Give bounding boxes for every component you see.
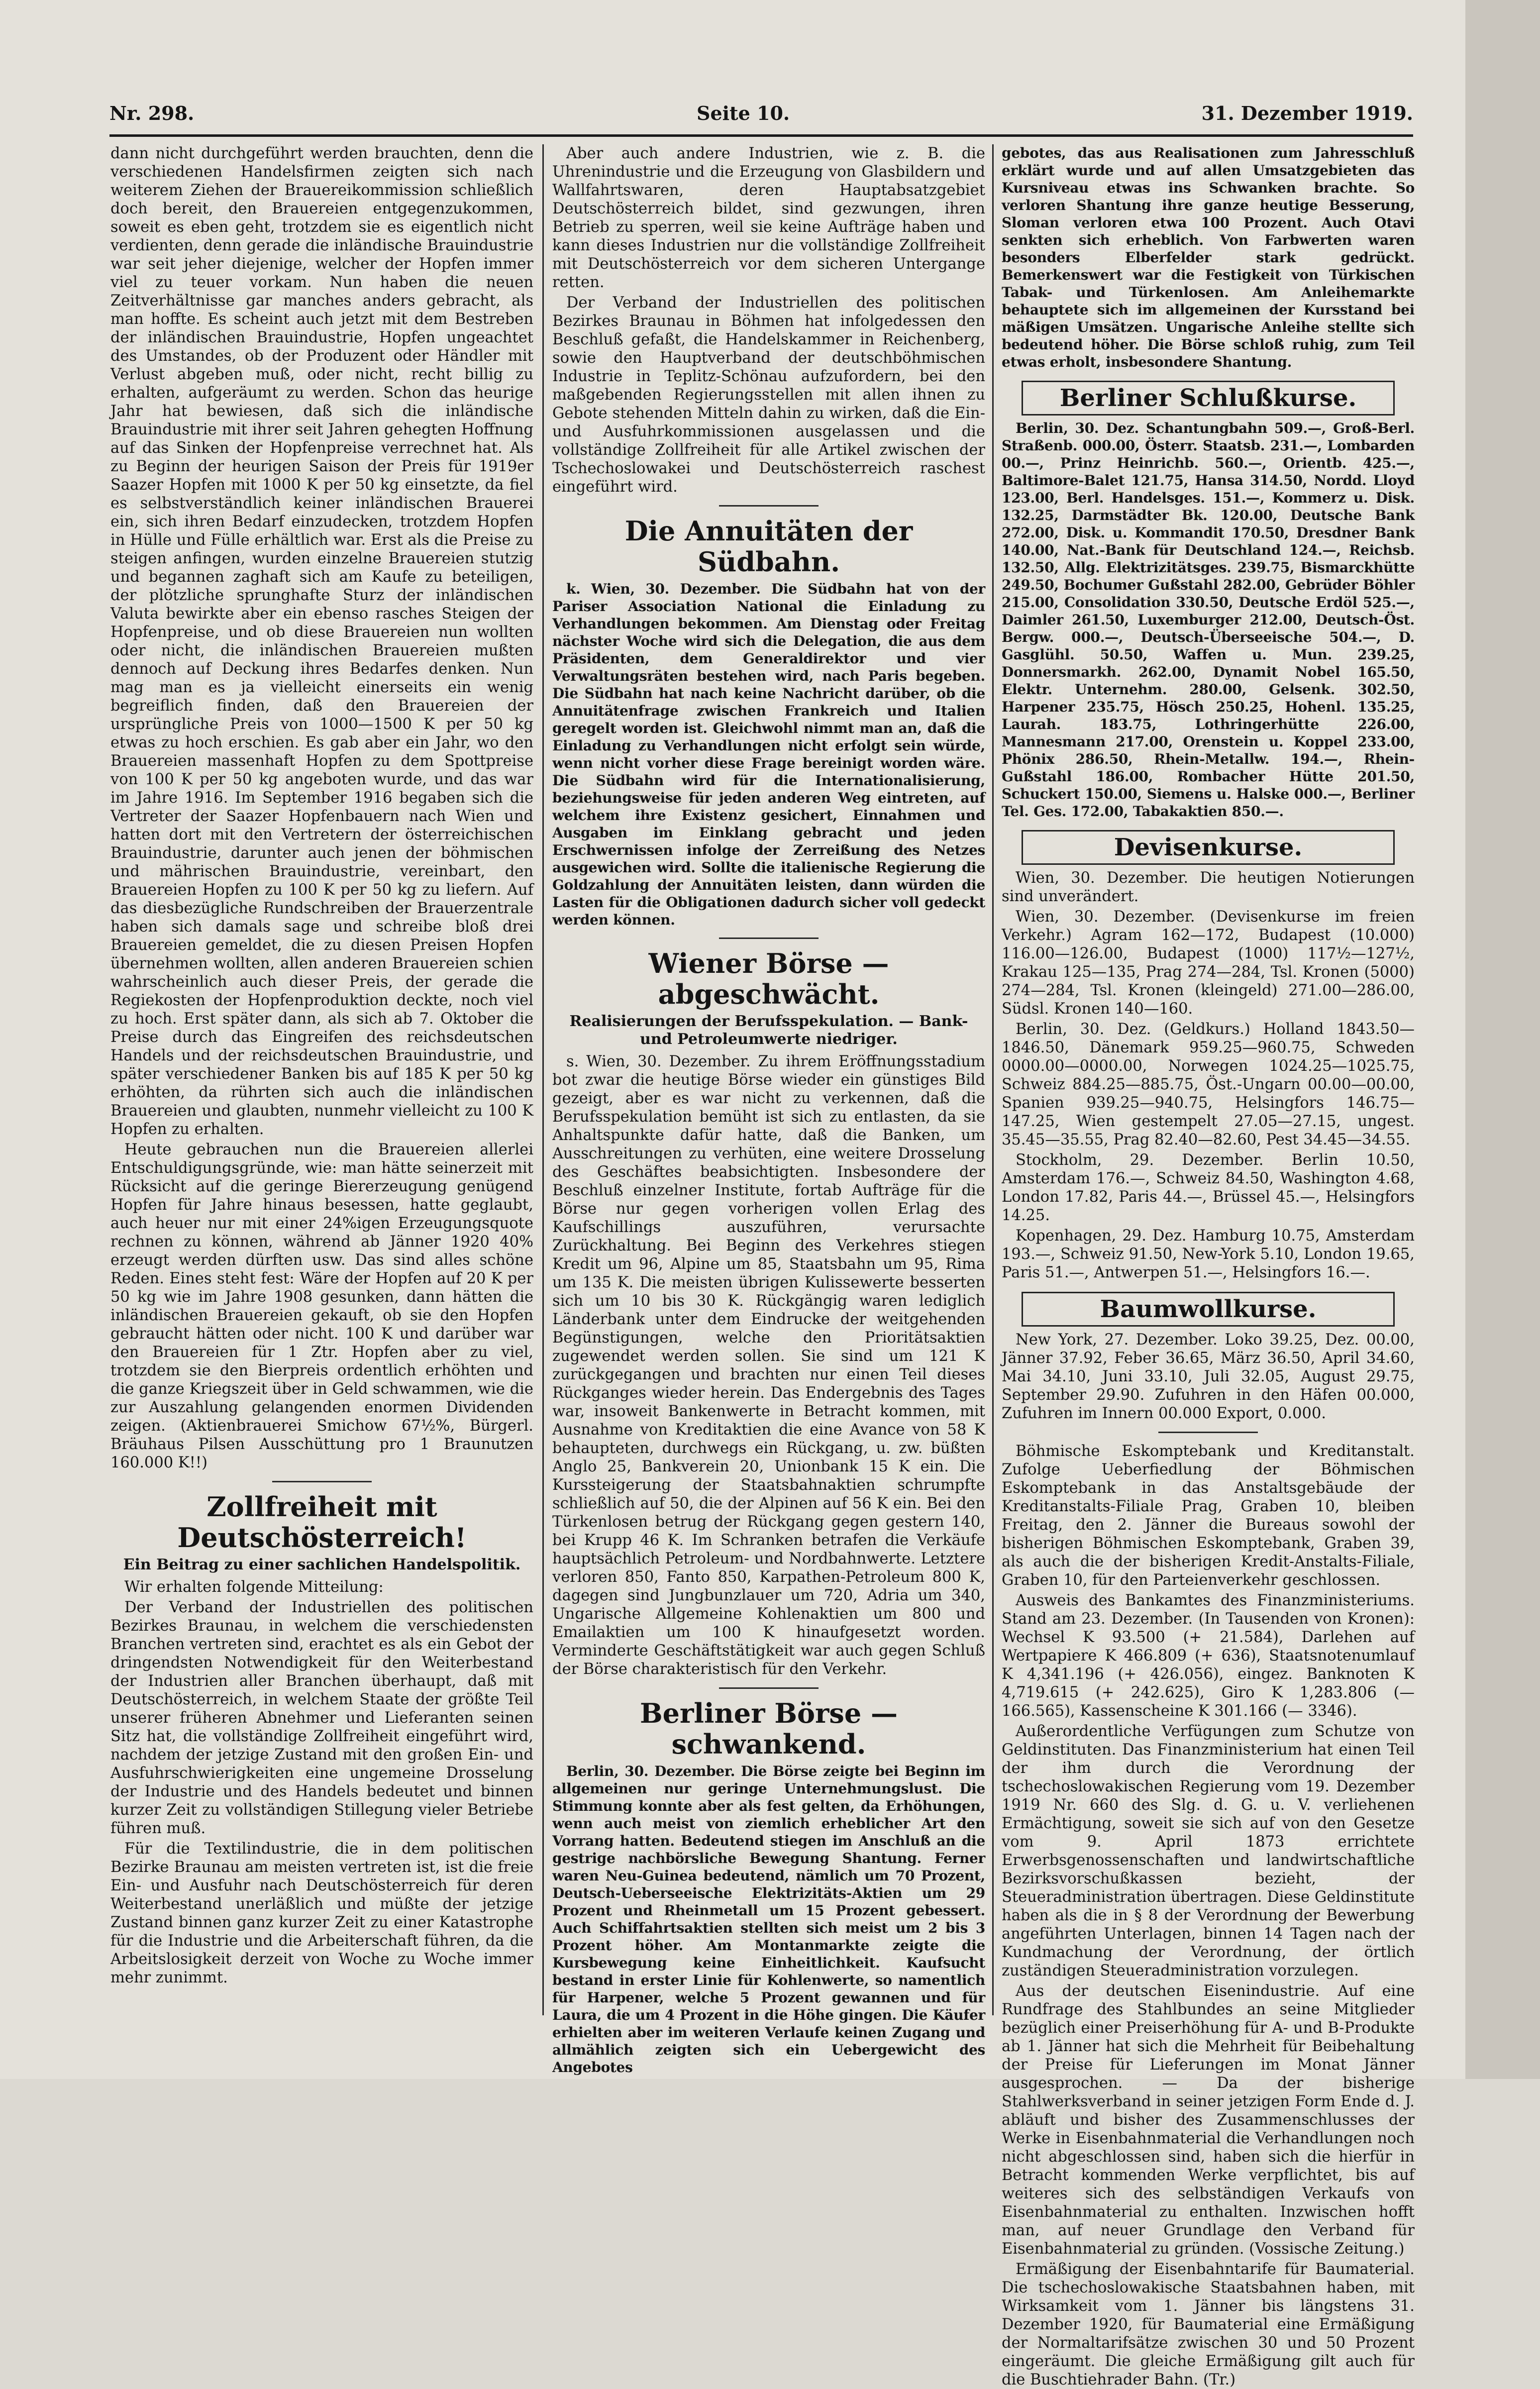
separator bbox=[719, 1687, 819, 1689]
article-heading-zollfreiheit: Zollfreiheit mit Deutschösterreich! bbox=[177, 1491, 467, 1554]
separator bbox=[719, 505, 819, 507]
separator bbox=[719, 937, 819, 939]
market-quotes: Stockholm, 29. Dezember. Berlin 10.50, Amsterdam 176.—, Schweiz 84.50, Washington 4.68, London 17.82, Paris 44.—, Brüssel 45.—, Helsingfors 14.25. bbox=[1002, 1151, 1415, 1224]
column-2 bbox=[552, 144, 985, 2076]
market-quotes: Kopenhagen, 29. Dez. Hamburg 10.75, Amsterdam 193.—, Schweiz 91.50, New-York 5.10, London 19.65, Paris 51.—, Antwerpen 51.—, Helsingfors 16.—. bbox=[1002, 1227, 1415, 1281]
article-heading-berliner-boerse: Berliner Börse — schwankend. bbox=[639, 1697, 898, 1760]
article-paragraph: Für die Textilindustrie, die in dem politischen Bezirke Braunau am meisten vertreten ist, ist die freie Ein- und Ausfuhr nach Deutschösterreich für deren Weiterbestand unerläßlich und müßte der jetzige Zustand binnen ganz kurzer Zeit zu einer Katastrophe für die Industrie und die Arbeiterschaft führen, da die Arbeitslosigkeit derzeit von Woche zu Woche immer mehr zunimmt. bbox=[110, 1840, 533, 1986]
separator bbox=[272, 1481, 372, 1482]
column-rule-1 bbox=[542, 144, 544, 2015]
article-paragraph: Der Verband der Industriellen des politischen Bezirkes Braunau in Böhmen hat infolgedessen den Beschluß gefaßt, die Handelskammer in Reichenberg, sowie den Hauptverband der deutschböhmischen Industrie in Teplitz-Schönau aufzufordern, bei den maßgebenden Regierungsstellen mit allen ihnen zu Gebote stehenden Mitteln dahin zu wirken, daß die Ein- und Ausfuhrkommissionen ausgelassen und die vollständige Zollfreiheit für alle Artikel zwischen der Tschechoslowakei und Deutschösterreich raschest eingeführt wird. bbox=[552, 294, 985, 496]
column-3 bbox=[1002, 144, 1415, 2389]
news-item: Ermäßigung der Eisenbahntarife für Baumaterial. Die tschechoslowakische Staatsbahnen haben, mit Wirksamkeit vom 1. Jänner bis längstens 31. Dezember 1920, für Baumaterial eine Ermäßigung der Normaltarifsätze zwischen 30 und 50 Prozent eingeräumt. Die gleiche Ermäßigung gilt auch für die Buschtiehrader Bahn. (Tr.) bbox=[1002, 2261, 1415, 2389]
article-paragraph: Berlin, 30. Dezember. Die Börse zeigte bei Beginn im allgemeinen nur geringe Unternehmungslust. Die Stimmung konnte aber als fest gelten, da Erhöhungen, wenn auch meist von ziemlich erheblicher Art den Vorrang hatten. Bedeutend stiegen im Anschluß an die gestrige nachbörsliche Bewegung Shantung. Ferner waren Neu-Guinea bedeutend, nämlich um 70 Prozent, Deutsch-Ueberseeische Elektrizitäts-Aktien um 29 Prozent und Rheinmetall um 15 Prozent gebessert. Auch Schiffahrtsaktien stellten sich meist um 2 bis 3 Prozent höher. Am Montanmarkte zeigte die Kursbewegung keine Einheitlichkeit. Kaufsucht bestand in erster Linie für Kohlenwerte, so namentlich für Harpener, welche 5 Prozent gewannen und für Laura, die um 4 Prozent in die Höhe gingen. Die Käufer erhielten aber im weiteren Verlaufe keinen Zugang und allmählich zeigten sich ein Uebergewicht des Angebotes bbox=[552, 1763, 985, 2076]
article-paragraph: Der Verband der Industriellen des politischen Bezirkes Braunau, in welchem die verschiedensten Branchen vertreten sind, erachtet es als ein Gebot der dringendsten Notwendigkeit für den Weiterbestand der Industrien aller Branchen überhaupt, daß mit Deutschösterreich, in welchem Staate der größte Teil unserer früheren Abnehmer und Lieferanten seinen Sitz hat, die vollständige Zollfreiheit eingeführt wird, nachdem der jetzige Zustand mit den großen Ein- und Ausfuhrschwierigkeiten eine ungemeine Drosselung der Industrie und des Handels bedeutet und binnen kurzer Zeit zu vollständigen Stillegung vieler Betriebe führen muß. bbox=[110, 1599, 533, 1837]
market-quotes: Berlin, 30. Dez. (Geldkurs.) Holland 1843.50—1846.50, Dänemark 959.25—960.75, Schweden 0000.00—0000.00, Norwegen 1024.25—1025.75, Schweiz 884.25—885.75, Öst.-Ungarn 00.00—00.00, Spanien 939.25—940.75, Helsingfors 146.75—147.25, Wien gestempelt 27.05—27.15, ungest. 35.45—35.55, Prag 82.40—82.60, Pest 34.45—34.55. bbox=[1002, 1021, 1415, 1148]
news-item: Ausweis des Bankamtes des Finanzministeriums. Stand am 23. Dezember. (In Tausenden von Kronen): Wechsel K 93.500 (+ 21.584), Darlehen auf Wertpapiere K 466.809 (+ 636), Staatsnotenumlauf K 4,341.196 (+ 426.056), eingez. Banknoten K 4,719.615 (+ 242.625), Giro K 1,283.806 (— 166.565), Kassenscheine K 301.166 (— 3346). bbox=[1002, 1592, 1415, 1720]
page-edge-shadow bbox=[1465, 0, 1540, 2079]
article-subheading: Ein Beitrag zu einer sachlichen Handelspolitik. bbox=[123, 1556, 521, 1573]
article-paragraph: gebotes, das aus Realisationen zum Jahresschluß erklärt wurde und auf allen Umsatzgebieten das Kursniveau etwas ins Schwanken brachte. So verloren Shantung ihre ganze heutige Besserung, Sloman verloren etwa 100 Prozent. Auch Otavi senkten sich erheblich. Von Farbwerten waren besonders Elberfelder stark gedrückt. Bemerkenswert war die Festigkeit von Türkischen Tabak- und Türkenlosen. Am Anleihemarkte behauptete sich im allgemeinen der Kursstand bei mäßigen Umsätzen. Ungarische Anleihe stellte sich bedeutend höher. Die Börse schloß ruhig, zum Teil etwas erholt, insbesondere Shantung. bbox=[1002, 145, 1415, 370]
article-heading-suedbahn: Die Annuitäten der Südbahn. bbox=[624, 515, 913, 578]
market-quotes: Wien, 30. Dezember. (Devisenkurse im freien Verkehr.) Agram 162—172, Budapest (10.000) 116.00—126.00, Budapest (1000) 117½—127½, Krakau 125—135, Prag 274—284, Tsl. Kronen (5000) 274—284, Tsl. Kronen (kleingeld) 271.00—286.00, Südsl. Kronen 140—160. bbox=[1002, 908, 1415, 1018]
section-heading-schlusskurse: Berliner Schlußkurse. bbox=[1022, 381, 1395, 415]
article-paragraph: k. Wien, 30. Dezember. Die Südbahn hat von der Pariser Association National die Einladung zu Verhandlungen bekommen. Am Dienstag oder Freitag nächster Woche wird sich die Delegation, die aus dem Präsidenten, dem Generaldirektor und vier Verwaltungsräten bestehen wird, nach Paris begeben. Die Südbahn hat nach keine Nachricht darüber, ob die Annuitätenfrage zwischen Frankreich und Italien geregelt worden ist. Gleichwohl nimmt man an, daß die Einladung zu Verhandlungen nicht erfolgt sein würde, wenn nicht vorher diese Frage bereinigt worden wäre. Die Südbahn wird für die Internationalisierung, beziehungsweise für jeden anderen Weg eintreten, auf welchem ihre Existenz gesichert, Einnahmen und Ausgaben im Einklang gebracht und jeden Erschwernissen infolge der Zerreißung des Netzes ausgewichen wird. Sollte die italienische Regierung die Goldzahlung der Annuitäten leisten, dann würden die Lasten für die Obligationen dadurch sicher voll gedeckt werden können. bbox=[552, 581, 985, 928]
section-heading-baumwollkurse: Baumwollkurse. bbox=[1022, 1292, 1395, 1327]
article-heading-wiener-boerse: Wiener Börse — abgeschwächt. bbox=[648, 947, 889, 1010]
separator bbox=[1158, 1432, 1258, 1433]
header-rule bbox=[109, 134, 1413, 137]
column-1 bbox=[110, 144, 533, 2015]
article-subheading: Realisierungen der Berufsspekulation. — Bank- und Petroleumwerte niedriger. bbox=[569, 1013, 968, 1048]
issue-date: 31. Dezember 1919. bbox=[1201, 102, 1413, 124]
article-paragraph: Wir erhalten folgende Mitteilung: bbox=[124, 1578, 384, 1596]
market-quotes: Wien, 30. Dezember. Die heutigen Notierungen sind unverändert. bbox=[1002, 869, 1415, 905]
market-quotes: Berlin, 30. Dez. Schantungbahn 509.—, Groß-Berl. Straßenb. 000.00, Österr. Staatsb. 231.—, Lombarden 00.—, Prinz Heinrichb. 560.—, Orientb. 425.—, Baltimore-Balet 121.75, Hansa 314.50, Nordd. Lloyd 123.00, Berl. Handelsges. 151.—, Kommerz u. Disk. 132.25, Darmstädter Bk. 120.00, Deutsche Bank 272.00, Disk. u. Kommandit 170.50, Dresdner Bank 140.00, Nat.-Bank für Deutschland 124.—, Reichsb. 132.50, Allg. Elektrizitätsges. 239.75, Bismarckhütte 249.50, Bochumer Gußstahl 282.00, Gebrüder Böhler 215.00, Consolidation 330.50, Deutsche Erdöl 525.—, Daimler 261.50, Luxemburger 212.00, Deutsch-Öst. Bergw. 000.—, Deutsch-Überseeische 504.—, D. Gasglühl. 50.50, Waffen u. Mun. 239.25, Donnersmarkh. 262.00, Dynamit Nobel 165.50, Elektr. Unternehm. 280.00, Gelsenk. 302.50, Harpener 235.75, Hösch 250.25, Hohenl. 135.25, Laurah. 183.75, Lothringerhütte 226.00, Mannesmann 217.00, Orenstein u. Koppel 233.00, Phönix 286.50, Rhein-Metallw. 194.—, Rhein-Gußstahl 186.00, Rombacher Hütte 201.50, Schuckert 150.00, Siemens u. Halske 000.—, Berliner Tel. Ges. 172.00, Tabakaktien 850.—. bbox=[1002, 420, 1415, 820]
news-item: Außerordentliche Verfügungen zum Schutze von Geldinstituten. Das Finanzministerium hat einen Teil der ihm durch die Verordnung der tschechoslowakischen Regierung vom 19. Dezember 1919 Nr. 660 des Slg. d. G. u. V. verliehenen Ermächtigung, soweit sie sich auf von den Gesetze vom 9. April 1873 errichtete Erwerbsgenossenschaften und landwirtschaftliche Bezirksvorschußkassen bezieht, der Steueradministration übertragen. Diese Geldinstitute haben als die in § 8 der Verordnung der Bewerbung angeführten Unterlagen, binnen 14 Tagen nach der Kundmachung der Verordnung, der örtlich zuständigen Steueradministration vorzulegen. bbox=[1002, 1723, 1415, 1979]
page-number: Seite 10. bbox=[697, 102, 790, 124]
issue-number: Nr. 298. bbox=[109, 102, 195, 124]
article-paragraph: Heute gebrauchen nun die Brauereien allerlei Entschuldigungsgründe, wie: man hätte seinerzeit mit Rücksicht auf die geringe Biererzeugung genügend Hopfen für Jahre hinaus besessen, hatte geglaubt, auch heuer nur mit einer 24%igen Erzeugungsquote rechnen zu können, während ab Jänner 1920 40% erzeugt werden dürften usw. Das sind alles schöne Reden. Eines steht fest: Wäre der Hopfen auf 20 K per 50 kg wie im Jahre 1908 gesunken, dann hätten die inländischen Brauereien gekauft, ob sie den Hopfen gebraucht hätten oder nicht. 100 K und darüber war den Brauereien für 1 Ztr. Hopfen aber zu viel, trotzdem sie den Bierpreis ordentlich erhöhten und die ganze Kriegszeit über in Geld schwammen, wie die zur Auszahlung gelangenden enormen Dividenden zeigen. (Aktienbrauerei Smichow 67½%, Bürgerl. Bräuhaus Pilsen Ausschüttung pro 1 Braunutzen 160.000 K!!) bbox=[110, 1141, 533, 1471]
article-paragraph: Aber auch andere Industrien, wie z. B. die Uhrenindustrie und die Erzeugung von Glasbildern und Wallfahrtswaren, deren Hauptabsatzgebiet Deutschösterreich bildet, sind gezwungen, ihren Betrieb zu sperren, weil sie keine Aufträge haben und kann dieses Industrien nur die vollständige Zollfreiheit mit Deutschösterreich vor dem sicheren Untergange retten. bbox=[552, 145, 985, 291]
market-quotes: New York, 27. Dezember. Loko 39.25, Dez. 00.00, Jänner 37.92, Feber 36.65, März 36.50, April 34.60, Mai 34.10, Juni 33.10, Juli 32.05, August 29.75, September 29.90. Zufuhren in den Häfen 00.000, Zufuhren im Innern 00.000 Export, 0.000. bbox=[1002, 1331, 1415, 1422]
section-heading-devisenkurse: Devisenkurse. bbox=[1022, 830, 1395, 865]
article-paragraph: s. Wien, 30. Dezember. Zu ihrem Eröffnungsstadium bot zwar die heutige Börse wieder ein günstiges Bild gezeigt, aber es war nicht zu verkennen, daß die Berufsspekulation bemüht ist sich zu entlasten, da sie Anhaltspunkte dafür hatte, daß die Banken, um Ausschreitungen zu verhüten, eine weitere Drosselung des Geschäftes beabsichtigten. Insbesondere der Beschluß einzelner Institute, fortab Aufträge für die Börse nur gegen vorherigen vollen Erlag des Kaufschillings auszuführen, verursachte Zurückhaltung. Bei Beginn des Verkehres stiegen Kredit um 96, Alpine um 85, Staatsbahn um 95, Rima um 135 K. Die meisten übrigen Kulissewerte besserten sich um 10 bis 30 K. Rückgängig waren lediglich Länderbank unter dem Eindrucke der weitgehenden Begünstigungen, welche den Prioritätsaktien zugewendet werden sollen. Sie sind um 121 K zurückgegangen und brachten nur einen Teil dieses Rückganges wieder herein. Das Endergebnis des Tages war, insoweit Bankenwerte in Betracht kommen, mit Ausnahme von Kreditaktien die eine Avance von 58 K behaupteten, durchwegs ein Rückgang, u. zw. büßten Anglo 25, Bankverein 20, Unionbank 15 K ein. Die Kurssteigerung der Staatsbahnaktien schrumpfte schließlich auf 50, die der Alpinen auf 56 K ein. Bei den Türkenlosen betrug der Rückgang gegen gestern 140, bei Krupp 46 K. Im Schranken betrafen die Verkäufe hauptsächlich Petroleum- und Nordbahnwerte. Letztere verloren 850, Fanto 850, Karpathen-Petroleum 800 K, dagegen sind Jungbunzlauer um 720, Adria um 340, Ungarische Allgemeine Kohlenaktien um 800 und Emailaktien um 100 K hinaufgesetzt worden. Verminderte Geschäftstätigkeit war auch gegen Schluß der Börse charakteristisch für den Verkehr. bbox=[552, 1053, 985, 1678]
news-item: Böhmische Eskomptebank und Kreditanstalt. Zufolge Ueberfiedlung der Böhmischen Eskomptebank in das Anstaltsgebäude der Kreditanstalts-Filiale Prag, Graben 10, bleiben Freitag, den 2. Jänner die Bureaus sowohl der bisherigen Böhmischen Eskomptebank, Graben 39, als auch die der bisherigen Kredit-Anstalts-Filiale, Graben 10, für den Parteienverkehr geschlossen. bbox=[1002, 1443, 1415, 1589]
column-rule-2 bbox=[992, 144, 994, 2015]
news-item: Aus der deutschen Eisenindustrie. Auf eine Rundfrage des Stahlbundes an seine Mitglieder bezüglich einer Preiserhöhung für A- und B-Produkte ab 1. Jänner hat sich die Mehrheit für Beibehaltung der Preise für Lieferungen im Monat Jänner ausgesprochen. — Da der bisherige Stahlwerksverband in seiner jetzigen Form Ende d. J. abläuft und bisher des Zusammenschlusses der Werke in Eisenbahnmaterial die Verhandlungen noch nicht abgeschlossen sind, haben sich die hierfür in Betracht kommenden Werke verpflichtet, bis auf weiteres sich des selbständigen Verkaufs von Eisenbahnmaterial zu enthalten. Inzwischen hofft man, auf neuer Grundlage den Verband für Eisenbahnmaterial zu gründen. (Vossische Zeitung.) bbox=[1002, 1982, 1415, 2258]
article-paragraph: dann nicht durchgeführt werden brauchten, denn die verschiedenen Handelsfirmen zeigten sich nach weiterem Ziehen der Brauereikommission schließlich doch bereit, den Brauereien entgegenzukommen, soweit es eben geht, trotzdem sie es eigentlich nicht verdienten, denn gerade die inländische Brauindustrie war seit jeher diejenige, welcher der Hopfen immer viel zu teuer vorkam. Nun haben die neuen Zeitverhältnisse gar manches anders gebracht, als man hoffte. Es scheint auch jetzt mit dem Bestreben der inländischen Brauindustrie, Hopfen ungeachtet des Umstandes, ob der Produzent oder Händler mit Verlust abgeben muß, oder nicht, recht billig zu erhalten, aufgeräumt zu werden. Schon das heurige Jahr hat bewiesen, daß sich die inländische Brauindustrie mit ihrer seit Jahren gehegten Hoffnung auf das Sinken der Hopfenpreise verrechnet hat. Als zu Beginn der heurigen Saison der Preis für 1919er Saazer Hopfen mit 1000 K per 50 kg einsetzte, da fiel es selbstverständlich keiner inländischen Brauerei ein, sich ihren Bedarf einzudecken, trotzdem Hopfen in Hülle und Fülle erhältlich war. Erst als die Preise zu steigen anfingen, wurden einzelne Brauereien stutzig und begannen zaghaft sich am Kaufe zu beteiligen, der plötzliche sprunghafte Sturz der inländischen Valuta bewirkte aber ein ebenso rasches Steigen der Hopfenpreise, und ob diese Brauereien nun wollten oder nicht, die inländischen Brauereien mußten dennoch auf Deckung ihres Bedarfes denken. Nun mag man es ja vielleicht einerseits ein wenig begreiflich finden, daß den Brauereien der ursprüngliche Preis von 1000—1500 K per 50 kg etwas zu hoch erschien. Es gab aber ein Jahr, wo den Brauereien massenhaft Hopfen zu dem Spottpreise von 100 K per 50 kg angeboten wurde, und das war im Jahre 1916. Im September 1916 begaben sich die Vertreter der Saazer Hopfenbauern nach Wien und hatten dort mit den Vertretern der österreichischen Brauindustrie, darunter auch jenen der böhmischen und mährischen Brauindustrie, vereinbart, den Brauereien Hopfen zu 100 K per 50 kg zu liefern. Auf das diesbezügliche Rundschreiben der Brauerzentrale haben sich damals sage und schreibe bloß drei Brauereien gemeldet, die zu diesen Preisen Hopfen übernehmen wollten, allen anderen Brauereien schien wahrscheinlich auch dieser Preis, der gerade die Regiekosten der Hopfenproduktion deckte, noch viel zu hoch. Erst später dann, als sich ab 7. Oktober die Preise durch das Eingreifen des reichsdeutschen Handels und der reichsdeutschen Brauindustrie, und später verschiedener Banken bis auf 185 K per 50 kg erhöhten, da rührten sich auch die inländischen Brauereien und glaubten, nunmehr vielleicht zu 100 K Hopfen zu erhalten. bbox=[110, 145, 533, 1138]
